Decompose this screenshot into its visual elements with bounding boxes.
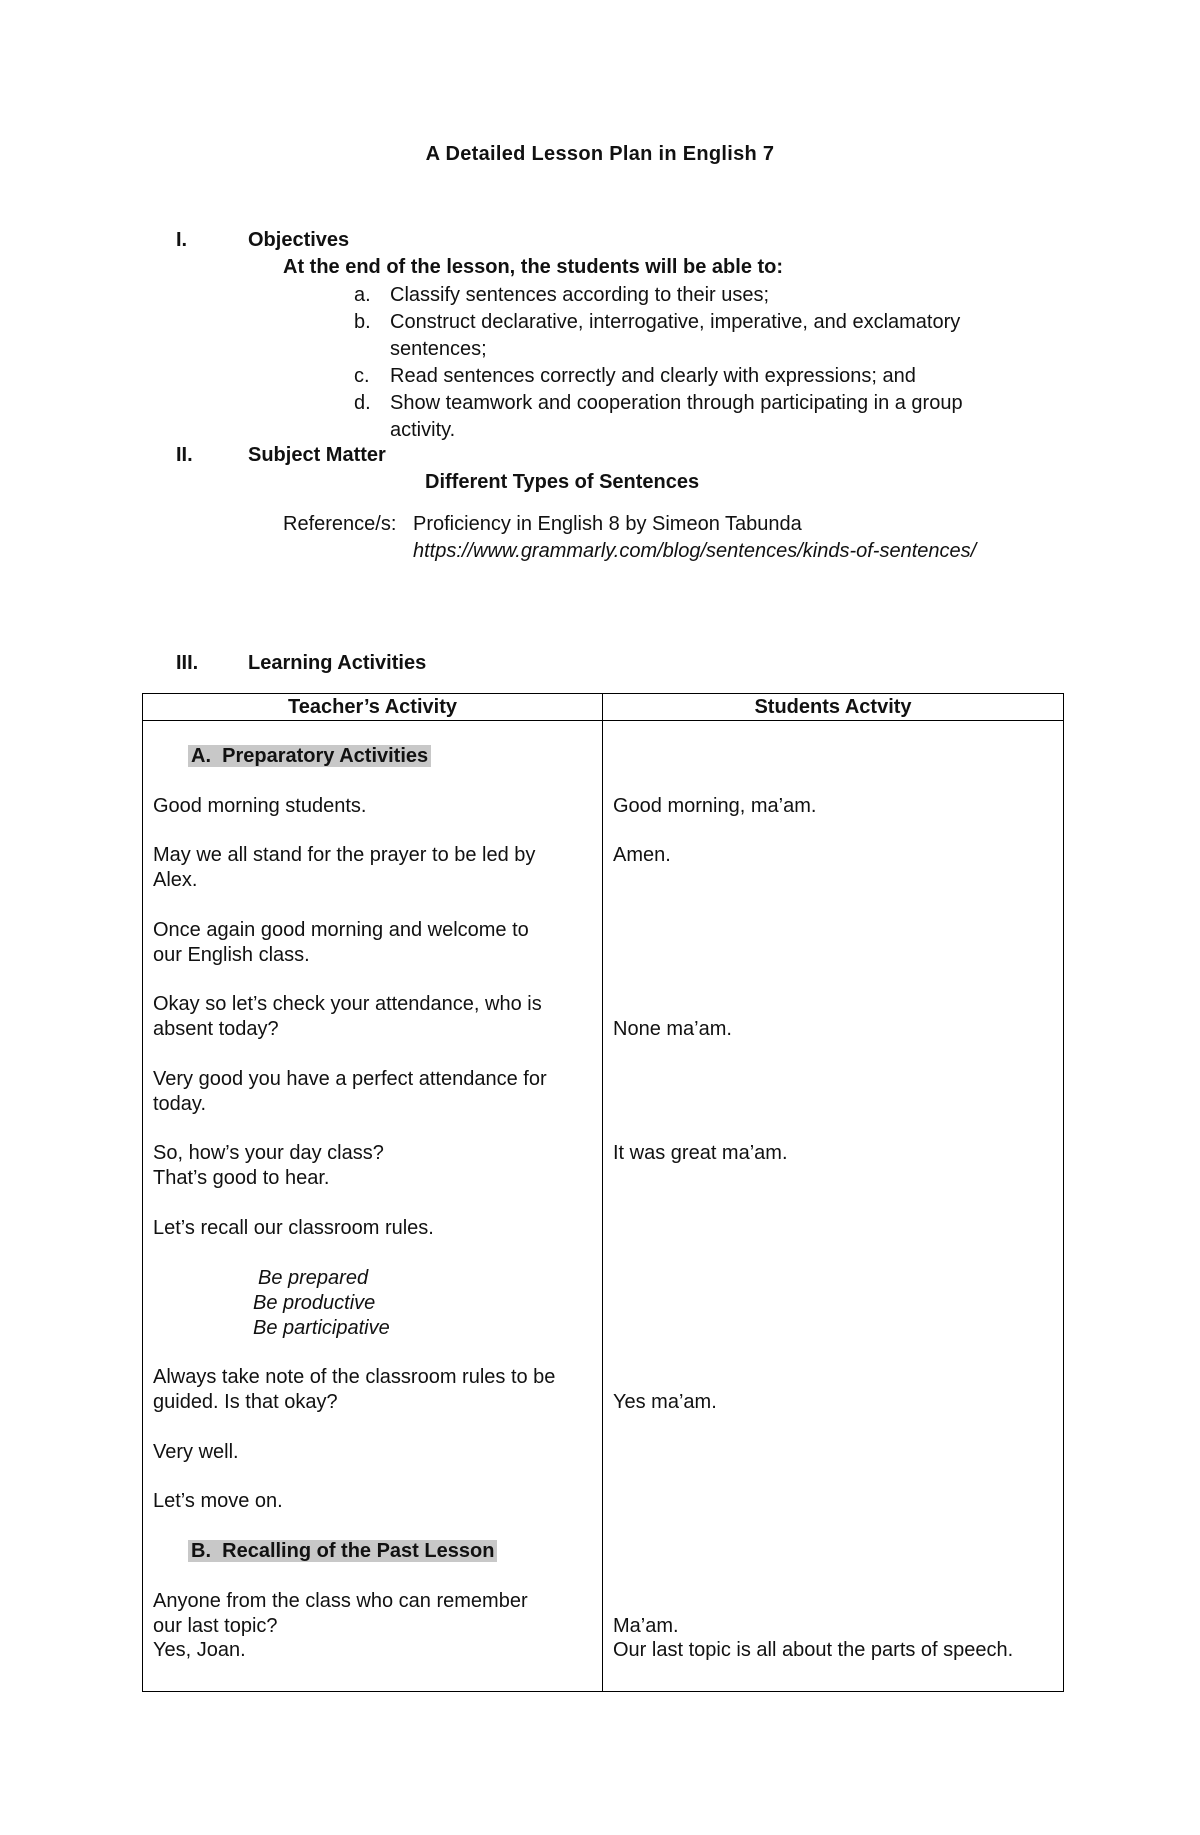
teacher-line: That’s good to hear. [153, 1167, 330, 1189]
document-title: A Detailed Lesson Plan in English 7 [425, 143, 775, 165]
teacher-line: Okay so let’s check your attendance, who is [153, 993, 542, 1015]
teacher-line: Very well. [153, 1441, 239, 1463]
objectives-intro: At the end of the lesson, the students will be able to: [283, 256, 784, 278]
student-line: Ma’am. [613, 1615, 679, 1637]
section-a-heading [188, 744, 431, 769]
teacher-activity-cell [143, 721, 602, 1691]
classroom-rule: Be prepared [258, 1267, 369, 1289]
students-column-header: Students Actvity [603, 694, 1064, 721]
teacher-line: today. [153, 1093, 206, 1115]
objectives-numeral: I. [176, 229, 188, 251]
section-a-label: Preparatory Activities [222, 745, 429, 767]
objective-marker: a. [354, 284, 371, 306]
teacher-line: May we all stand for the prayer to be led by [153, 844, 536, 866]
objective-marker: d. [354, 392, 371, 414]
teacher-line: Always take note of the classroom rules to be [153, 1366, 556, 1388]
teacher-line: absent today? [153, 1018, 279, 1040]
student-line: Yes ma’am. [613, 1391, 717, 1413]
objective-text: Classify sentences according to their uses; [390, 284, 770, 306]
teacher-line: Good morning students. [153, 795, 367, 817]
reference-book: Proficiency in English 8 by Simeon Tabunda [413, 513, 802, 535]
objective-text: activity. [390, 419, 456, 441]
subject-matter-heading: Subject Matter [248, 444, 386, 466]
teacher-line: Let’s move on. [153, 1490, 283, 1512]
student-line: Our last topic is all about the parts of speech. [613, 1639, 1014, 1661]
teacher-line: Yes, Joan. [153, 1639, 246, 1661]
teacher-line: our last topic? [153, 1615, 278, 1637]
teacher-line: Once again good morning and welcome to [153, 919, 529, 941]
teacher-line: our English class. [153, 944, 310, 966]
objective-marker: b. [354, 311, 371, 333]
subject-matter-numeral: II. [176, 444, 193, 466]
teacher-column-header: Teacher’s Activity [143, 694, 603, 721]
objective-text: Construct declarative, interrogative, imperative, and exclamatory [390, 311, 961, 333]
topic-title: Different Types of Sentences [425, 471, 700, 493]
objective-text: sentences; [390, 338, 487, 360]
classroom-rule: Be productive [253, 1292, 376, 1314]
teacher-line: So, how’s your day class? [153, 1142, 384, 1164]
teacher-line: Alex. [153, 869, 198, 891]
teacher-line: Let’s recall our classroom rules. [153, 1217, 434, 1239]
classroom-rule: Be participative [253, 1317, 390, 1339]
students-activity-cell [603, 721, 1063, 1691]
student-line: None ma’am. [613, 1018, 732, 1040]
objective-text: Read sentences correctly and clearly with expressions; and [390, 365, 916, 387]
teacher-line: Very good you have a perfect attendance for [153, 1068, 547, 1090]
objective-marker: c. [354, 365, 370, 387]
student-line: Amen. [613, 844, 671, 866]
section-b-letter: B. [191, 1540, 211, 1562]
section-b-label: Recalling of the Past Lesson [222, 1540, 495, 1562]
teacher-line: Anyone from the class who can remember [153, 1590, 528, 1612]
student-line: Good morning, ma’am. [613, 795, 817, 817]
reference-url: https://www.grammarly.com/blog/sentences/kinds-of-sentences/ [413, 540, 977, 562]
learning-activities-table [142, 693, 1064, 1692]
objective-text: Show teamwork and cooperation through participating in a group [390, 392, 963, 414]
learning-activities-heading: Learning Activities [248, 652, 427, 674]
learning-activities-numeral: III. [176, 652, 199, 674]
section-b-heading [188, 1539, 497, 1564]
teacher-line: guided. Is that okay? [153, 1391, 338, 1413]
section-a-letter: A. [191, 745, 211, 767]
reference-label: Reference/s: [283, 513, 397, 535]
objectives-heading: Objectives [248, 229, 350, 251]
student-line: It was great ma’am. [613, 1142, 788, 1164]
